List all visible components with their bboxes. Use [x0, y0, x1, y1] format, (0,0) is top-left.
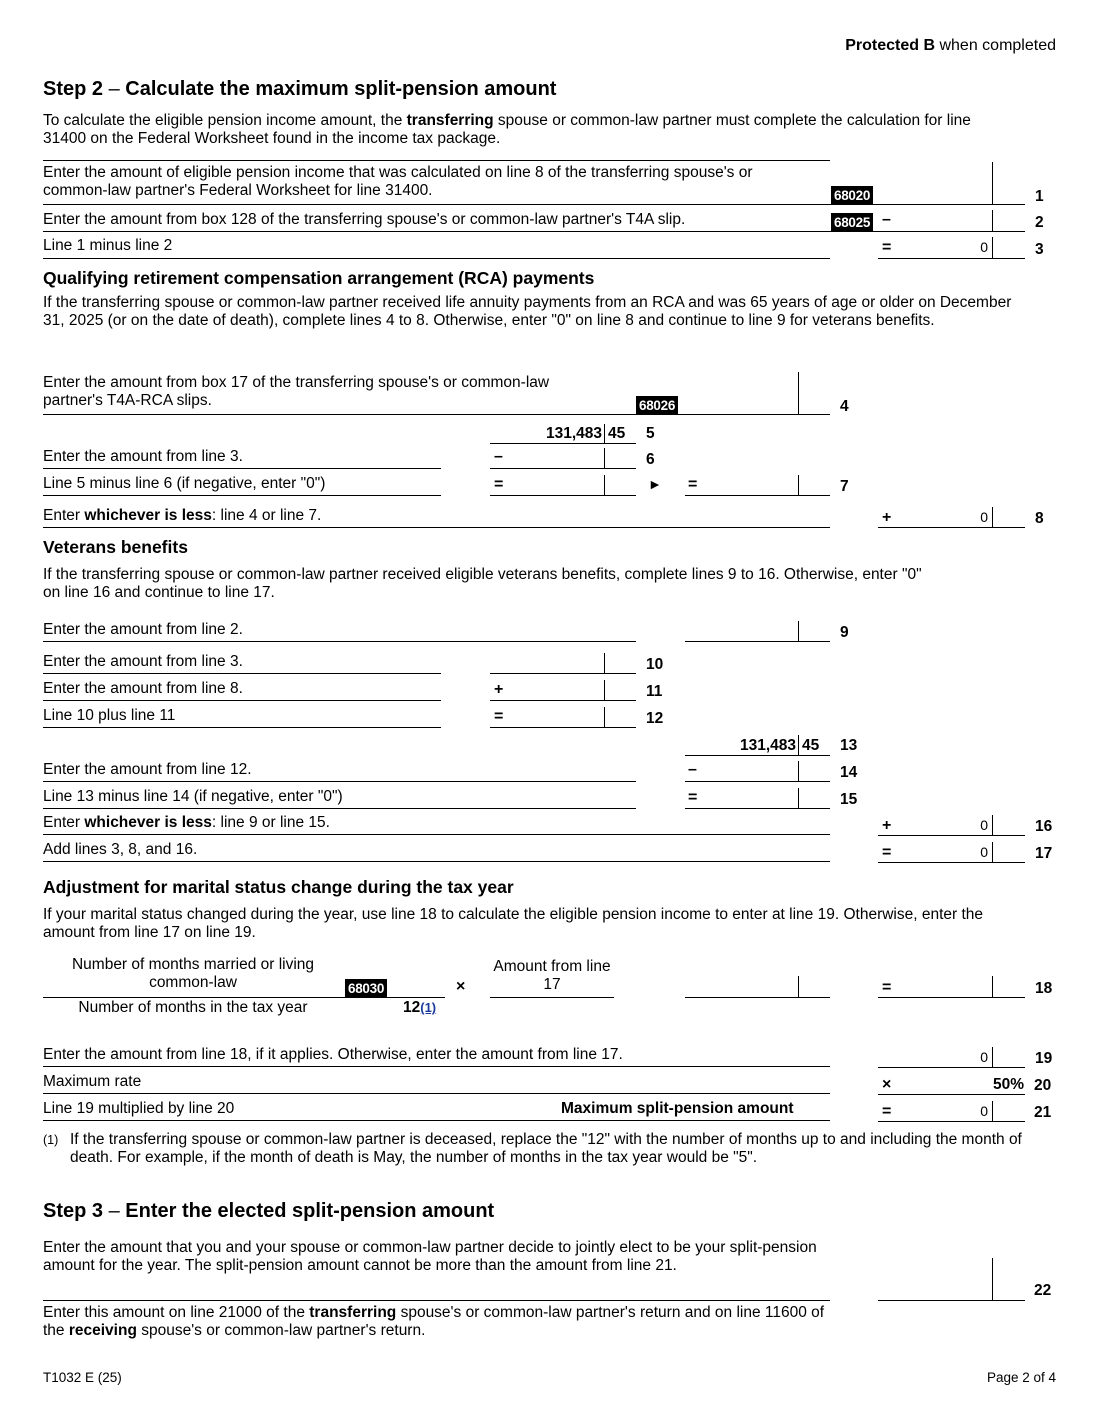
field-separator [992, 815, 993, 835]
step2-title: Step 2 – Calculate the maximum split-pension amount [43, 78, 557, 100]
months-count: 12 [403, 999, 421, 1016]
amount-from-underline [490, 997, 614, 998]
line21-label: Line 19 multiplied by line 20 [43, 1100, 235, 1117]
line16-underline [43, 834, 830, 835]
line22-label: Enter the amount that you and your spouse or common-law partner decide to jointly elect to be your split-pension amount for the year. The split-pension amount cannot be more than the amount from line 21. [43, 1239, 817, 1274]
fraction-bar [43, 997, 445, 998]
line19-label-underline [43, 1066, 830, 1067]
plus-sign: + [882, 817, 892, 834]
field-separator [798, 788, 799, 808]
line7-underline [685, 495, 830, 496]
line18-amount-input[interactable] [685, 976, 830, 997]
line10-label: Enter the amount from line 3. [43, 653, 243, 670]
rca-intro: If the transferring spouse or common-law partner received life annuity payments from an RCA and was 65 years of age or older on December 31, 2025 (or on the date of death), complete lines 4 to 8. Otherwise, enter "0" on line 8 and continue to line 9 for veterans benefits. [43, 294, 1012, 329]
line9-label-underline [43, 641, 636, 642]
page-number: Page 2 of 4 [986, 1370, 1056, 1385]
months-in-year-label: Number of months in the tax year [78, 999, 308, 1016]
line11-label: Enter the amount from line 8. [43, 680, 243, 697]
equals-sign: = [688, 789, 698, 806]
months-in-year-value [403, 999, 436, 1017]
line22-underline [878, 1300, 1025, 1301]
minus-sign: – [688, 761, 697, 778]
protected-header [845, 37, 1056, 55]
line-number-1: 1 [1035, 188, 1044, 205]
equals-sign: = [882, 844, 892, 861]
line15-label-underline [43, 808, 636, 809]
field-separator [992, 976, 993, 997]
line-number-7: 7 [840, 478, 849, 495]
line22-label-underline [43, 1300, 830, 1301]
line1-code: 68020 [831, 186, 873, 205]
line19-label: Enter the amount from line 18, if it applies. Otherwise, enter the amount from line 17. [43, 1046, 623, 1063]
plus-sign: + [882, 509, 892, 526]
step2-intro: To calculate the eligible pension income amount, the transferring spouse or common-law partner must complete the calculation for line 31400 on the Federal Worksheet found in the income tax package. [43, 112, 971, 147]
line4-underline [43, 414, 830, 415]
field-separator [992, 507, 993, 527]
field-separator [604, 707, 605, 727]
line4-input[interactable] [686, 394, 826, 414]
line8-underline [43, 527, 830, 528]
months-married-label: Number of months married or living common-law [71, 956, 315, 991]
line-number-16: 16 [1035, 818, 1053, 835]
line-number-21: 21 [1034, 1104, 1052, 1121]
adjustment-title: Adjustment for marital status change during the tax year [43, 877, 514, 897]
line19-value: 0 [980, 1049, 988, 1065]
line-number-11: 11 [646, 683, 663, 700]
line-number-2: 2 [1035, 214, 1044, 231]
line2-underline [43, 231, 1025, 232]
line5-cents: 45 [608, 425, 626, 442]
line14-underline [685, 781, 830, 782]
line15-underline [685, 808, 830, 809]
line18-underline [878, 997, 1025, 998]
minus-sign: – [882, 211, 891, 228]
line13-cents: 45 [802, 737, 820, 754]
footnote-text: If the transferring spouse or common-law partner is deceased, replace the "12" with the number of months up to and including the month of death. For example, if the month of death is May, the number of months in the tax year would be "5". [70, 1131, 1022, 1166]
line20-label-underline [43, 1093, 830, 1094]
line18-amount-underline [685, 997, 830, 998]
months-married-code: 68030 [345, 979, 387, 998]
line20-label: Maximum rate [43, 1073, 142, 1090]
arrow-icon: ► [648, 476, 662, 492]
line4-label: Enter the amount from box 17 of the transferring spouse's or common-law partner's T4A-RCA slips. [43, 374, 550, 409]
times-sign: × [882, 1076, 892, 1093]
line1-label: Enter the amount of eligible pension income that was calculated on line 8 of the transferring spouse's or common-law partner's Federal Worksheet for line 31400. [43, 164, 753, 199]
line2-code: 68025 [831, 213, 873, 232]
field-separator [604, 475, 605, 495]
line-number-22: 22 [1034, 1282, 1052, 1299]
line11-label-underline [43, 700, 441, 701]
line-number-15: 15 [840, 791, 858, 808]
equals-sign: = [882, 979, 892, 996]
times-sign: × [456, 978, 466, 995]
line20-underline [878, 1094, 1025, 1095]
line2-label: Enter the amount from box 128 of the transferring spouse's or common-law partner's T4A slip. [43, 211, 686, 228]
line20-value: 50% [992, 1076, 1024, 1093]
plus-sign: + [494, 681, 504, 698]
line14-input[interactable] [685, 761, 830, 781]
line17-underline [43, 861, 830, 862]
line12-label-underline [43, 727, 441, 728]
line9-underline [685, 641, 830, 642]
protected-rest: when completed [935, 37, 1056, 54]
line16-label: Enter whichever is less: line 9 or line 15. [43, 814, 330, 831]
line14-label: Enter the amount from line 12. [43, 761, 252, 778]
line-number-6: 6 [646, 451, 655, 468]
line17-value: 0 [980, 844, 988, 860]
field-separator [992, 1101, 993, 1121]
line16-field-underline [878, 835, 1025, 836]
line6-underline [490, 468, 636, 469]
line1-input[interactable] [880, 186, 1020, 204]
line12-underline [490, 727, 636, 728]
line10-input[interactable] [490, 653, 636, 673]
line10-label-underline [43, 673, 441, 674]
divider [43, 160, 830, 161]
step3-title: Step 3 – Enter the elected split-pension amount [43, 1200, 495, 1222]
line7a-underline [490, 495, 636, 496]
line14-label-underline [43, 781, 636, 782]
line12-label: Line 10 plus line 11 [43, 707, 176, 724]
max-split-pension-label: Maximum split-pension amount [561, 1100, 794, 1117]
line3-field-underline [878, 258, 1025, 259]
field-separator [798, 735, 799, 755]
rca-title: Qualifying retirement compensation arrangement (RCA) payments [43, 268, 595, 288]
line5-value: 131,483 [545, 425, 602, 442]
field-separator [992, 1047, 993, 1067]
line-number-13: 13 [840, 737, 858, 754]
line2-input[interactable] [880, 210, 1020, 231]
line13-underline [685, 755, 830, 756]
equals-sign: = [882, 1103, 892, 1120]
line-number-9: 9 [840, 624, 849, 641]
line5-underline [490, 443, 636, 444]
months-married-input[interactable] [345, 976, 445, 996]
line17-field-underline [878, 862, 1025, 863]
line6-label-underline [43, 468, 441, 469]
line-number-12: 12 [646, 710, 664, 727]
field-separator [992, 237, 993, 258]
line-number-19: 19 [1035, 1050, 1053, 1067]
line-number-5: 5 [646, 425, 655, 442]
line-number-10: 10 [646, 656, 664, 673]
veterans-title: Veterans benefits [43, 537, 188, 557]
line9-input[interactable] [685, 621, 830, 641]
line8-field-underline [878, 527, 1025, 528]
line-number-17: 17 [1035, 845, 1053, 862]
line16-value: 0 [980, 817, 988, 833]
line1-underline [43, 204, 1025, 205]
line8-label: Enter whichever is less: line 4 or line 7. [43, 507, 322, 524]
line7-label: Line 5 minus line 6 (if negative, enter "0") [43, 475, 326, 492]
line19-underline [878, 1067, 1025, 1068]
protected-label: Protected B [845, 37, 936, 54]
equals-sign: = [882, 239, 892, 256]
line22-input[interactable] [878, 1260, 1025, 1300]
line17-label: Add lines 3, 8, and 16. [43, 841, 198, 858]
amount-from-label: Amount from line 17 [493, 958, 611, 993]
veterans-intro: If the transferring spouse or common-law partner received eligible veterans benefits, complete lines 9 to 16. Otherwise, enter "0" on line 16 and continue to line 17. [43, 566, 922, 601]
equals-sign: = [688, 476, 698, 493]
line11-input[interactable] [490, 680, 636, 700]
adjustment-intro: If your marital status changed during the year, use line 18 to calculate the eligible pension income to enter at line 19. Otherwise, enter the amount from line 17 on line 19. [43, 906, 984, 941]
line21-label-underline [43, 1120, 830, 1121]
line4-code: 68026 [636, 396, 678, 415]
line10-underline [490, 673, 636, 674]
line6-input[interactable] [490, 448, 636, 468]
line-number-18: 18 [1035, 980, 1053, 997]
line-number-20: 20 [1034, 1077, 1052, 1094]
line-number-4: 4 [840, 398, 849, 415]
line11-underline [490, 700, 636, 701]
equals-sign: = [494, 708, 504, 725]
line7-label-underline [43, 495, 441, 496]
line21-underline [878, 1121, 1025, 1122]
footnote-number: (1) [43, 1133, 59, 1147]
line13-value: 131,483 [739, 737, 796, 754]
line21-value: 0 [980, 1103, 988, 1119]
form-id: T1032 E (25) [43, 1370, 122, 1385]
equals-sign: = [494, 476, 504, 493]
field-separator [992, 842, 993, 862]
line-number-3: 3 [1035, 241, 1044, 258]
line3-label: Line 1 minus line 2 [43, 237, 173, 254]
line-number-14: 14 [840, 764, 858, 781]
line-number-8: 8 [1035, 510, 1044, 527]
line8-value: 0 [980, 509, 988, 525]
step3-note: Enter this amount on line 21000 of the transferring spouse's or common-law partner's return and on line 11600 of the receiving spouse's or common-law partner's return. [43, 1304, 825, 1339]
line15-label: Line 13 minus line 14 (if negative, enter "0") [43, 788, 343, 805]
field-separator [798, 475, 799, 495]
line9-label: Enter the amount from line 2. [43, 621, 243, 638]
line3-underline [43, 258, 830, 259]
minus-sign: – [494, 448, 503, 465]
footnote-link[interactable]: (1) [420, 1000, 437, 1015]
line6-label: Enter the amount from line 3. [43, 448, 243, 465]
field-separator [604, 424, 605, 444]
line3-value: 0 [980, 239, 988, 255]
